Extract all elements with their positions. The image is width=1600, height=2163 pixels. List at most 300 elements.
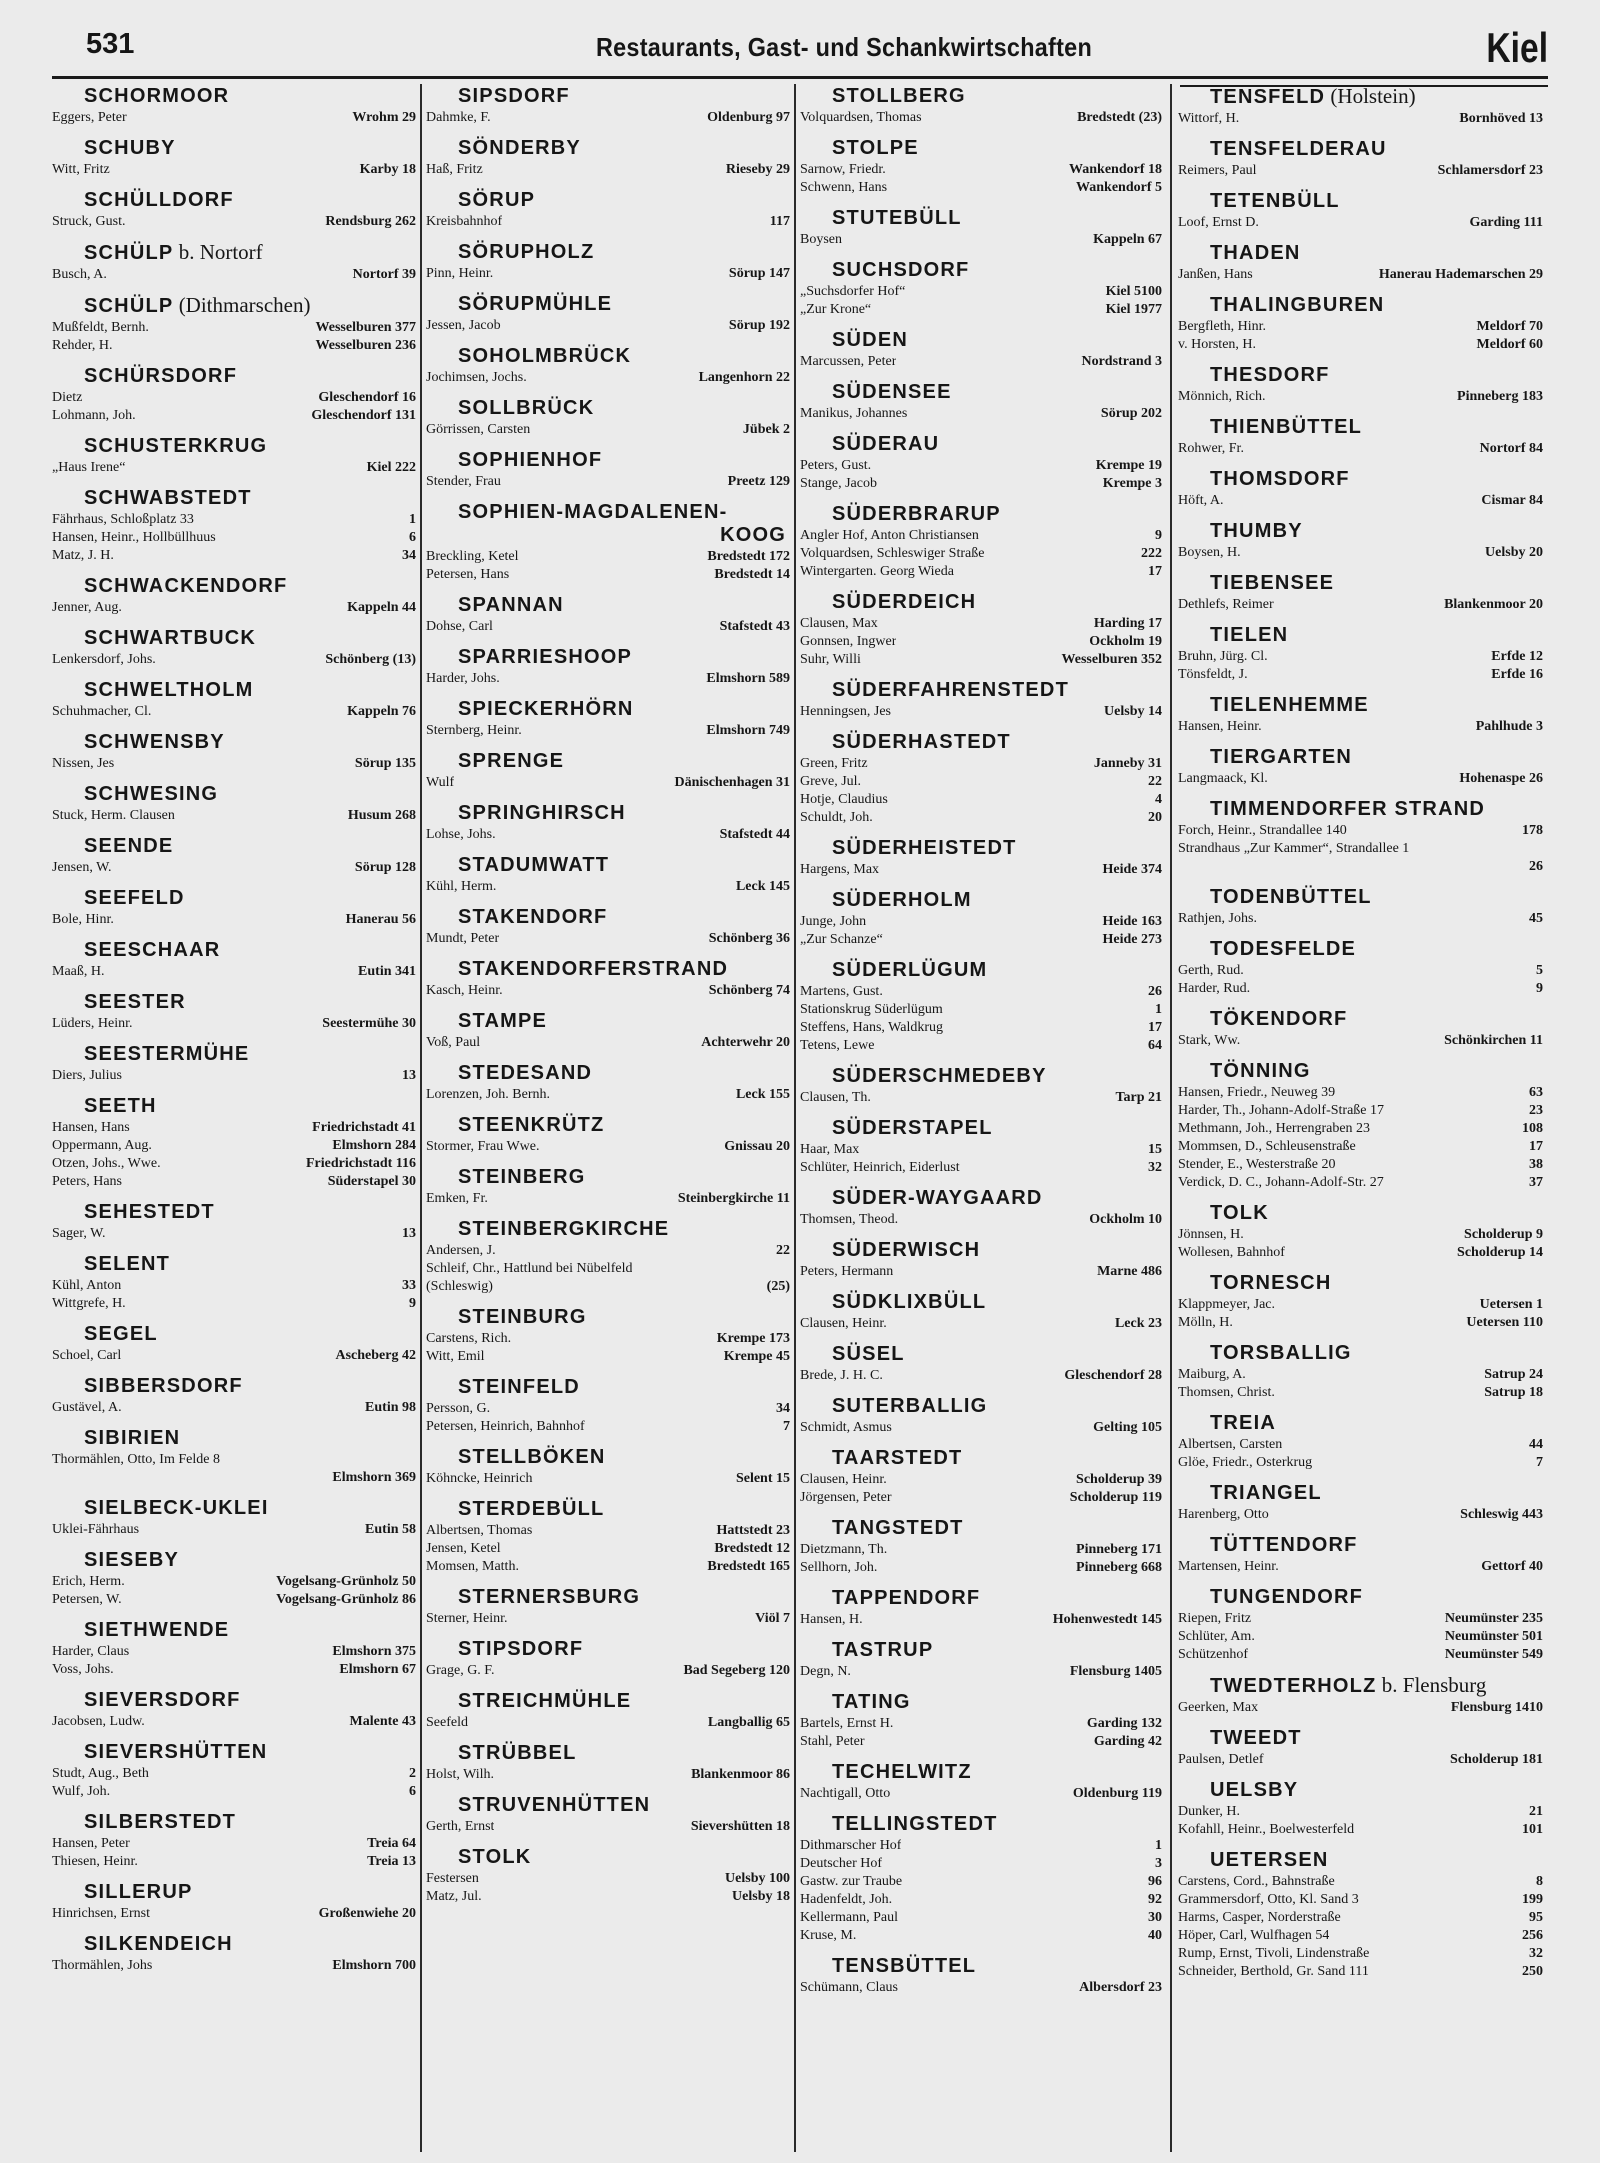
place-heading [800, 432, 1162, 456]
entry-name: Studt, Aug., Beth [52, 1766, 149, 1781]
place-heading [52, 730, 416, 754]
entry-name: Loof, Ernst D. [1178, 215, 1259, 230]
directory-entry [52, 1521, 416, 1539]
entry-name: Wulf [426, 775, 455, 790]
directory-entry [426, 1558, 790, 1576]
entry-location-phone: Elmshorn 67 [339, 1662, 416, 1677]
entry-name: Lenkersdorf, Johs. [52, 652, 156, 667]
entry-name: Höft, A. [1178, 493, 1224, 508]
entry-name: Schwenn, Hans [800, 180, 888, 195]
page-header [86, 24, 1548, 72]
entry-location-phone: Elmshorn 369 [332, 1470, 416, 1485]
entry-location-phone: Krempe 173 [716, 1331, 790, 1346]
place-name: SEESTER [84, 991, 186, 1013]
directory-entry [1178, 1803, 1543, 1821]
place-name: THUMBY [1210, 520, 1303, 542]
entry-name: Schleif, Chr., Hattlund bei Nübelfeld [426, 1261, 633, 1276]
place-name: SIETHWENDE [84, 1619, 230, 1641]
place-heading [1178, 1007, 1543, 1031]
entry-name: Clausen, Th. [800, 1090, 871, 1105]
directory-entry [800, 1471, 1162, 1489]
entry-name: Stange, Jacob [800, 476, 877, 491]
place-name: THADEN [1210, 242, 1301, 264]
place-name: SEEFELD [84, 887, 185, 909]
entry-name: Wintergarten. Georg Wieda [800, 564, 954, 579]
entry-location-phone: Scholderup 181 [1450, 1752, 1543, 1767]
directory-entry [1178, 1558, 1543, 1576]
entry-name: Mundt, Peter [426, 931, 500, 946]
entry-name: Stormer, Frau Wwe. [426, 1139, 540, 1154]
entry-location-phone: Krempe 19 [1095, 458, 1162, 473]
place-heading [426, 1009, 790, 1033]
directory-entry [800, 651, 1162, 669]
place-heading [1178, 937, 1543, 961]
entry-location-phone: Elmshorn 284 [332, 1138, 416, 1153]
entry-name: Jönnsen, H. [1178, 1227, 1244, 1242]
entry-location-phone: Krempe 3 [1102, 476, 1162, 491]
entry-name: Sterner, Heinr. [426, 1611, 508, 1626]
directory-entry [52, 529, 416, 547]
entry-name: v. Horsten, H. [1178, 337, 1257, 352]
entry-name: Persson, G. [426, 1401, 491, 1416]
place-name: STRUVENHÜTTEN [458, 1794, 651, 1816]
directory-entry [1178, 962, 1543, 980]
place-heading [1178, 1059, 1543, 1083]
place-name: TECHELWITZ [832, 1761, 972, 1783]
place-name: TÜTTENDORF [1210, 1534, 1358, 1556]
place-name: SEESCHAAR [84, 939, 221, 961]
directory-column-4 [1178, 84, 1543, 2154]
entry-location-phone: Wrohm 29 [352, 110, 416, 125]
directory-entry [800, 861, 1162, 879]
entry-location-phone: Schönberg 36 [708, 931, 790, 946]
place-name: SÖRUPHOLZ [458, 241, 595, 263]
place-name: SPRENGE [458, 750, 565, 772]
entry-name: Verdick, D. C., Johann-Adolf-Str. 27 [1178, 1175, 1384, 1190]
entry-name: Eggers, Peter [52, 110, 127, 125]
place-name: SOPHIENHOF [458, 449, 603, 471]
directory-entry [1178, 1120, 1543, 1138]
directory-entry [426, 1522, 790, 1540]
place-name: STERNERSBURG [458, 1586, 641, 1608]
entry-location-phone: Flensburg 1410 [1450, 1700, 1543, 1715]
directory-entry [426, 421, 790, 439]
place-heading [52, 293, 416, 318]
entry-location-phone: Selent 15 [735, 1471, 790, 1486]
entry-name: Holst, Wilh. [426, 1767, 495, 1782]
entry-location-phone: Elmshorn 700 [332, 1958, 416, 1973]
place-name: SÖRUPMÜHLE [458, 293, 613, 315]
place-heading [800, 1690, 1162, 1714]
directory-entry [800, 1663, 1162, 1681]
entry-location-phone: Meldorf 60 [1476, 337, 1543, 352]
entry-location-phone: Oldenburg 97 [707, 110, 790, 125]
directory-entry [800, 615, 1162, 633]
place-heading [800, 1638, 1162, 1662]
entry-name: Jochimsen, Jochs. [426, 370, 527, 385]
entry-name: Hansen, H. [800, 1612, 863, 1627]
place-heading [426, 957, 790, 981]
entry-location-phone: 199 [1522, 1892, 1543, 1907]
entry-location-phone: 9 [409, 1296, 416, 1311]
place-heading [52, 574, 416, 598]
place-heading [800, 1586, 1162, 1610]
entry-location-phone: Heide 374 [1102, 862, 1162, 877]
place-name: SÜDERHEISTEDT [832, 837, 1017, 859]
directory-entry [52, 1067, 416, 1085]
directory-entry [52, 963, 416, 981]
entry-location-phone: 95 [1529, 1910, 1543, 1925]
directory-entry [1178, 858, 1543, 876]
directory-entry [800, 179, 1162, 197]
entry-name: Seefeld [426, 1715, 468, 1730]
entry-name: Schmidt, Asmus [800, 1420, 892, 1435]
place-heading [426, 1637, 790, 1661]
entry-location-phone: Pinneberg 183 [1457, 389, 1543, 404]
place-name: TENSBÜTTEL [832, 1955, 977, 1977]
entry-location-phone: Nordstrand 3 [1081, 354, 1162, 369]
entry-location-phone: Eutin 58 [365, 1522, 416, 1537]
directory-entry [800, 1715, 1162, 1733]
place-name: SÜDEN [832, 329, 909, 351]
directory-entry [800, 545, 1162, 563]
entry-location-phone: Friedrichstadt 116 [305, 1156, 416, 1171]
place-heading [1178, 519, 1543, 543]
entry-name: Harder, Claus [52, 1644, 130, 1659]
entry-name: Carstens, Rich. [426, 1331, 512, 1346]
entry-name: Sternberg, Heinr. [426, 723, 522, 738]
place-heading [52, 434, 416, 458]
place-heading [1178, 745, 1543, 769]
entry-location-phone: Wesselburen 236 [315, 338, 416, 353]
entry-name: Clausen, Heinr. [800, 1472, 887, 1487]
directory-entry [800, 1785, 1162, 1803]
entry-location-phone: 63 [1529, 1085, 1543, 1100]
entry-location-phone: 4 [1155, 792, 1162, 807]
entry-name: Jensen, Ketel [426, 1541, 501, 1556]
directory-entry [1178, 1244, 1543, 1262]
entry-name: Dietzmann, Th. [800, 1542, 888, 1557]
entry-name: Petersen, Heinrich, Bahnhof [426, 1419, 585, 1434]
directory-entry [800, 1855, 1162, 1873]
entry-location-phone: Leck 23 [1114, 1316, 1162, 1331]
place-name: SÜDENSEE [832, 381, 952, 403]
entry-name: Brede, J. H. C. [800, 1368, 883, 1383]
place-name: SOPHIEN-MAGDALENEN- [458, 501, 728, 523]
place-heading [1178, 467, 1543, 491]
directory-entry [800, 1873, 1162, 1891]
entry-name: Klappmeyer, Jac. [1178, 1297, 1276, 1312]
section-title: Restaurants, Gast- und Schankwirtschaften [595, 32, 1093, 62]
entry-name: Peters, Hermann [800, 1264, 894, 1279]
directory-entry [800, 1315, 1162, 1333]
directory-entry [800, 913, 1162, 931]
place-heading [1178, 1271, 1543, 1295]
place-heading [426, 1217, 790, 1241]
entry-name: Hotje, Claudius [800, 792, 888, 807]
entry-location-phone: Malente 43 [349, 1714, 416, 1729]
place-heading [52, 782, 416, 806]
place-name: SCHÜLP [84, 295, 174, 317]
place-name: STREICHMÜHLE [458, 1690, 632, 1712]
directory-entry [426, 1766, 790, 1784]
place-heading [52, 1374, 416, 1398]
entry-location-phone: Vogelsang-Grünholz 86 [276, 1592, 416, 1607]
directory-entry [52, 1173, 416, 1191]
place-heading-continuation: KOOG [720, 524, 786, 546]
entry-location-phone: Marne 486 [1097, 1264, 1162, 1279]
place-heading [1178, 84, 1543, 109]
entry-name: Schuhmacher, Cl. [52, 704, 152, 719]
place-name: TORSBALLIG [1210, 1342, 1352, 1364]
place-qualifier: (Holstein) [1325, 84, 1416, 108]
place-heading [426, 1445, 790, 1469]
place-name: THOMSDORF [1210, 468, 1350, 490]
column-divider [1170, 84, 1172, 2152]
directory-entry [1178, 1751, 1543, 1769]
entry-location-phone: 1 [1155, 1838, 1162, 1853]
entry-name: Sager, W. [52, 1226, 106, 1241]
entry-location-phone: 26 [1148, 984, 1162, 999]
entry-location-phone: Leck 155 [735, 1087, 790, 1102]
entry-location-phone: Wankendorf 18 [1069, 162, 1162, 177]
entry-name: Andersen, J. [426, 1243, 496, 1258]
place-name: TAARSTEDT [832, 1447, 963, 1469]
directory-entry [1178, 1314, 1543, 1332]
directory-entry [1178, 1891, 1543, 1909]
entry-location-phone: 1 [1155, 1002, 1162, 1017]
place-heading [800, 888, 1162, 912]
place-heading [52, 240, 416, 265]
directory-entry [426, 774, 790, 792]
directory-entry [52, 651, 416, 669]
entry-location-phone: Kappeln 76 [347, 704, 416, 719]
entry-location-phone: 17 [1148, 564, 1162, 579]
directory-entry [426, 317, 790, 335]
entry-location-phone: Harding 17 [1093, 616, 1162, 631]
entry-location-phone: Erfde 12 [1491, 649, 1543, 664]
entry-location-phone: 15 [1148, 1142, 1162, 1157]
entry-location-phone: Flensburg 1405 [1069, 1664, 1162, 1679]
entry-location-phone: Rieseby 29 [725, 162, 790, 177]
entry-name: Martensen, Heinr. [1178, 1559, 1279, 1574]
place-name: SCHWESING [84, 783, 219, 805]
place-heading [800, 678, 1162, 702]
entry-location-phone: 32 [1148, 1160, 1162, 1175]
entry-name: Thormählen, Otto, Im Felde 8 [52, 1452, 220, 1467]
directory-entry [52, 1277, 416, 1295]
city-heading: Kiel [1486, 24, 1548, 71]
place-heading [426, 84, 790, 108]
place-heading [800, 1394, 1162, 1418]
entry-name: Gustävel, A. [52, 1400, 122, 1415]
entry-location-phone: Gelting 105 [1093, 1420, 1162, 1435]
entry-location-phone: Garding 132 [1086, 1716, 1162, 1731]
place-heading [800, 1760, 1162, 1784]
entry-name: Struck, Gust. [52, 214, 126, 229]
entry-location-phone: 96 [1148, 1874, 1162, 1889]
place-heading [426, 645, 790, 669]
directory-entry [800, 283, 1162, 301]
directory-entry [800, 161, 1162, 179]
place-heading [52, 486, 416, 510]
place-name: SEENDE [84, 835, 174, 857]
directory-entry [426, 670, 790, 688]
place-heading [52, 1094, 416, 1118]
entry-name: Jörgensen, Peter [800, 1490, 892, 1505]
entry-location-phone: 108 [1522, 1121, 1543, 1136]
directory-entry [52, 1469, 416, 1487]
entry-name: Oppermann, Aug. [52, 1138, 152, 1153]
place-heading [426, 1793, 790, 1817]
entry-location-phone: Eutin 98 [365, 1400, 416, 1415]
directory-entry [1178, 1927, 1543, 1945]
directory-entry [426, 1470, 790, 1488]
directory-entry [1178, 1873, 1543, 1891]
place-name: SPRINGHIRSCH [458, 802, 626, 824]
place-name: SIPSDORF [458, 85, 570, 107]
entry-location-phone: Albersdorf 23 [1079, 1980, 1162, 1995]
entry-location-phone: 5 [1536, 963, 1543, 978]
entry-location-phone: 7 [1536, 1455, 1543, 1470]
directory-entry [426, 982, 790, 1000]
entry-name: Kellermann, Paul [800, 1910, 898, 1925]
directory-entry [52, 1347, 416, 1365]
place-name: SEHESTEDT [84, 1201, 215, 1223]
directory-entry [426, 213, 790, 231]
entry-name: Steffens, Hans, Waldkrug [800, 1020, 944, 1035]
place-name: SPIECKERHÖRN [458, 698, 634, 720]
entry-location-phone: Garding 42 [1093, 1734, 1162, 1749]
entry-location-phone: Seestermühe 30 [322, 1016, 416, 1031]
entry-name: Stark, Ww. [1178, 1033, 1241, 1048]
entry-location-phone: 22 [776, 1243, 790, 1258]
entry-name: Manikus, Johannes [800, 406, 908, 421]
directory-entry [426, 1278, 790, 1296]
place-heading [426, 1305, 790, 1329]
directory-entry [426, 1330, 790, 1348]
entry-name: Schoel, Carl [52, 1348, 122, 1363]
entry-name: Schlüter, Am. [1178, 1629, 1255, 1644]
directory-entry [52, 1137, 416, 1155]
place-name: SÜDERSTAPEL [832, 1117, 993, 1139]
entry-name: Thormählen, Johs [52, 1958, 153, 1973]
entry-name: Köhncke, Heinrich [426, 1471, 533, 1486]
place-name: SCHUBY [84, 137, 176, 159]
entry-location-phone: Uetersen 110 [1466, 1315, 1543, 1330]
directory-entry [800, 457, 1162, 475]
place-name: TENSFELDERAU [1210, 138, 1387, 160]
entry-location-phone: 45 [1529, 911, 1543, 926]
entry-location-phone: Gleschendorf 131 [311, 408, 416, 423]
place-name: SEESTERMÜHE [84, 1043, 250, 1065]
entry-name: Pinn, Heinr. [426, 266, 494, 281]
entry-location-phone: Tarp 21 [1115, 1090, 1162, 1105]
entry-location-phone: Satrup 18 [1484, 1385, 1543, 1400]
place-heading [800, 502, 1162, 526]
entry-location-phone: Janneby 31 [1093, 756, 1162, 771]
entry-name: Maiburg, A. [1178, 1367, 1246, 1382]
entry-name: Langmaack, Kl. [1178, 771, 1268, 786]
place-heading [52, 1252, 416, 1276]
directory-entry [426, 1714, 790, 1732]
place-heading [800, 590, 1162, 614]
entry-name: Methmann, Joh., Herrengraben 23 [1178, 1121, 1371, 1136]
entry-location-phone: Erfde 16 [1491, 667, 1543, 682]
entry-location-phone: Kiel 1977 [1105, 302, 1162, 317]
directory-entry [800, 1019, 1162, 1037]
entry-name: Haar, Max [800, 1142, 860, 1157]
entry-name: „Zur Schanze“ [800, 932, 883, 947]
directory-entry [800, 1891, 1162, 1909]
place-heading [800, 1238, 1162, 1262]
place-heading [52, 1618, 416, 1642]
entry-location-phone: Bad Segeberg 120 [683, 1663, 790, 1678]
place-name: STADUMWATT [458, 854, 610, 876]
place-heading [800, 1116, 1162, 1140]
entry-name: Dithmarscher Hof [800, 1838, 902, 1853]
directory-entry [800, 109, 1162, 127]
place-name: STAKENDORF [458, 906, 608, 928]
place-name: TODENBÜTTEL [1210, 886, 1372, 908]
directory-entry [426, 1242, 790, 1260]
directory-entry [1178, 544, 1543, 562]
entry-location-phone: Nortorf 84 [1479, 441, 1543, 456]
directory-entry [1178, 1506, 1543, 1524]
entry-name: Rathjen, Johs. [1178, 911, 1257, 926]
place-heading [52, 678, 416, 702]
entry-location-phone: Sörup 128 [354, 860, 416, 875]
place-name: SÜDERLÜGUM [832, 959, 988, 981]
entry-location-phone: Wankendorf 5 [1076, 180, 1162, 195]
entry-name: Dunker, H. [1178, 1804, 1241, 1819]
place-name: STEENKRÜTZ [458, 1114, 605, 1136]
place-heading [426, 136, 790, 160]
entry-name: Wollesen, Bahnhof [1178, 1245, 1285, 1260]
place-heading [800, 1064, 1162, 1088]
directory-entry [52, 1905, 416, 1923]
place-heading [1178, 1533, 1543, 1557]
place-name: SIESEBY [84, 1549, 180, 1571]
entry-location-phone: Pinneberg 668 [1076, 1560, 1162, 1575]
entry-location-phone: Nortorf 39 [352, 267, 416, 282]
place-name: TENSFELD [1210, 86, 1326, 108]
place-name: STEINFELD [458, 1376, 580, 1398]
place-name: TIELENHEMME [1210, 694, 1369, 716]
entry-name: Sarnow, Friedr. [800, 162, 886, 177]
entry-name: Höper, Carl, Wulfhagen 54 [1178, 1928, 1330, 1943]
entry-name: Schützenhof [1178, 1647, 1248, 1662]
directory-entry [52, 1015, 416, 1033]
directory-entry [1178, 1436, 1543, 1454]
entry-name: Clausen, Max [800, 616, 878, 631]
entry-name: Uklei-Fährhaus [52, 1522, 140, 1537]
directory-entry [52, 1835, 416, 1853]
entry-location-phone: 101 [1522, 1822, 1543, 1837]
directory-entry [52, 511, 416, 529]
entry-location-phone: Ockholm 19 [1089, 634, 1162, 649]
entry-location-phone: Treia 13 [367, 1854, 416, 1869]
directory-entry [800, 755, 1162, 773]
directory-entry [426, 1610, 790, 1628]
entry-name: Breckling, Ketel [426, 549, 519, 564]
directory-entry [1178, 318, 1543, 336]
place-name: STOLPE [832, 137, 919, 159]
directory-entry [426, 1348, 790, 1366]
entry-name: Henningsen, Jes [800, 704, 891, 719]
directory-entry [52, 407, 416, 425]
place-name: TIERGARTEN [1210, 746, 1352, 768]
